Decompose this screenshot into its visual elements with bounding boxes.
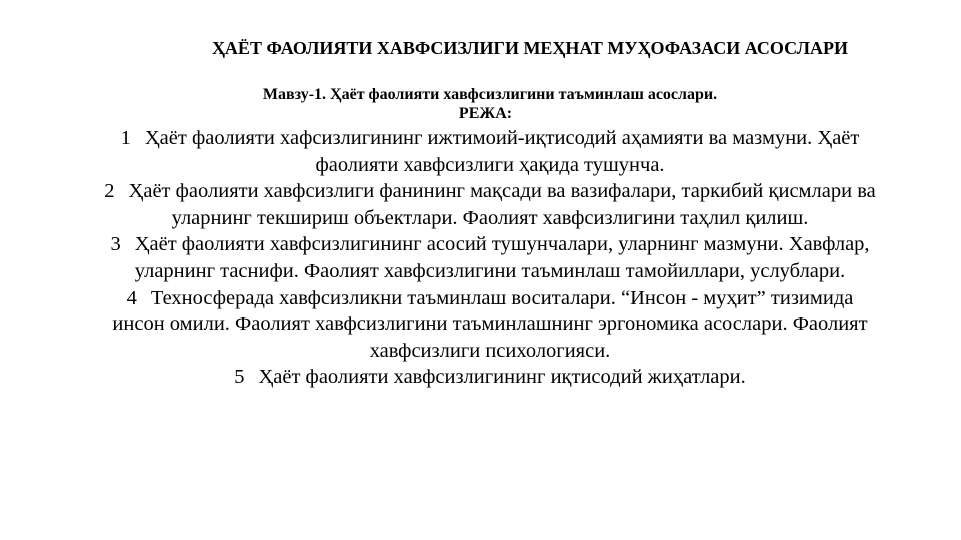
plan-item-number: 4 xyxy=(126,286,137,309)
plan-item-text: Ҳаёт фаолияти хавфсизлиги фанининг мақсади ва вазифалари, таркибий қисмлари ва уларнинг текшириш объектлари. Фаолият хавфсизлигини таҳлил қилиш. xyxy=(128,180,876,229)
plan-item xyxy=(100,178,880,231)
plan-item xyxy=(100,231,880,284)
plan-item xyxy=(100,364,880,391)
plan-item xyxy=(100,125,880,178)
plan-item-number: 5 xyxy=(234,366,245,389)
plan-item-number: 2 xyxy=(104,180,115,203)
plan-item-number: 3 xyxy=(110,233,121,256)
plan-item xyxy=(100,285,880,365)
plan-item-text: Техносферада хавфсизликни таъминлаш воситалари. “Инсон - муҳит” тизимида инсон омили. Фаолият хавфсизлигини таъминлашнинг эргономика асослари. Фаолият хавфсизлиги психологияси. xyxy=(112,286,868,362)
plan-item-text: Ҳаёт фаолияти хавфсизлигининг иқтисодий жиҳатлари. xyxy=(258,366,746,389)
document-title: ҲАЁТ ФАОЛИЯТИ ХАВФСИЗЛИГИ МЕҲНАТ МУҲОФАЗАСИ АСОСЛАРИ xyxy=(211,38,849,58)
plan-list xyxy=(100,125,880,391)
plan-item-text: Ҳаёт фаолияти хафсизлигининг ижтимоий-иқтисодий аҳамияти ва мазмуни. Ҳаёт фаолияти хавфсизлиги ҳақида тушунча. xyxy=(144,127,860,176)
topic-heading: Мавзу-1. Ҳаёт фаолияти хавфсизлигини таъминлаш асослари. xyxy=(262,86,718,103)
plan-item-number: 1 xyxy=(120,127,131,149)
plan-heading: РЕЖА: xyxy=(458,105,513,122)
plan-item-text: Ҳаёт фаолияти хавфсизлигининг асосий тушунчалари, уларнинг мазмуни. Хавфлар, уларнинг таснифи. Фаолият хавфсизлигини таъминлаш тамойиллари, услублари. xyxy=(134,233,870,282)
